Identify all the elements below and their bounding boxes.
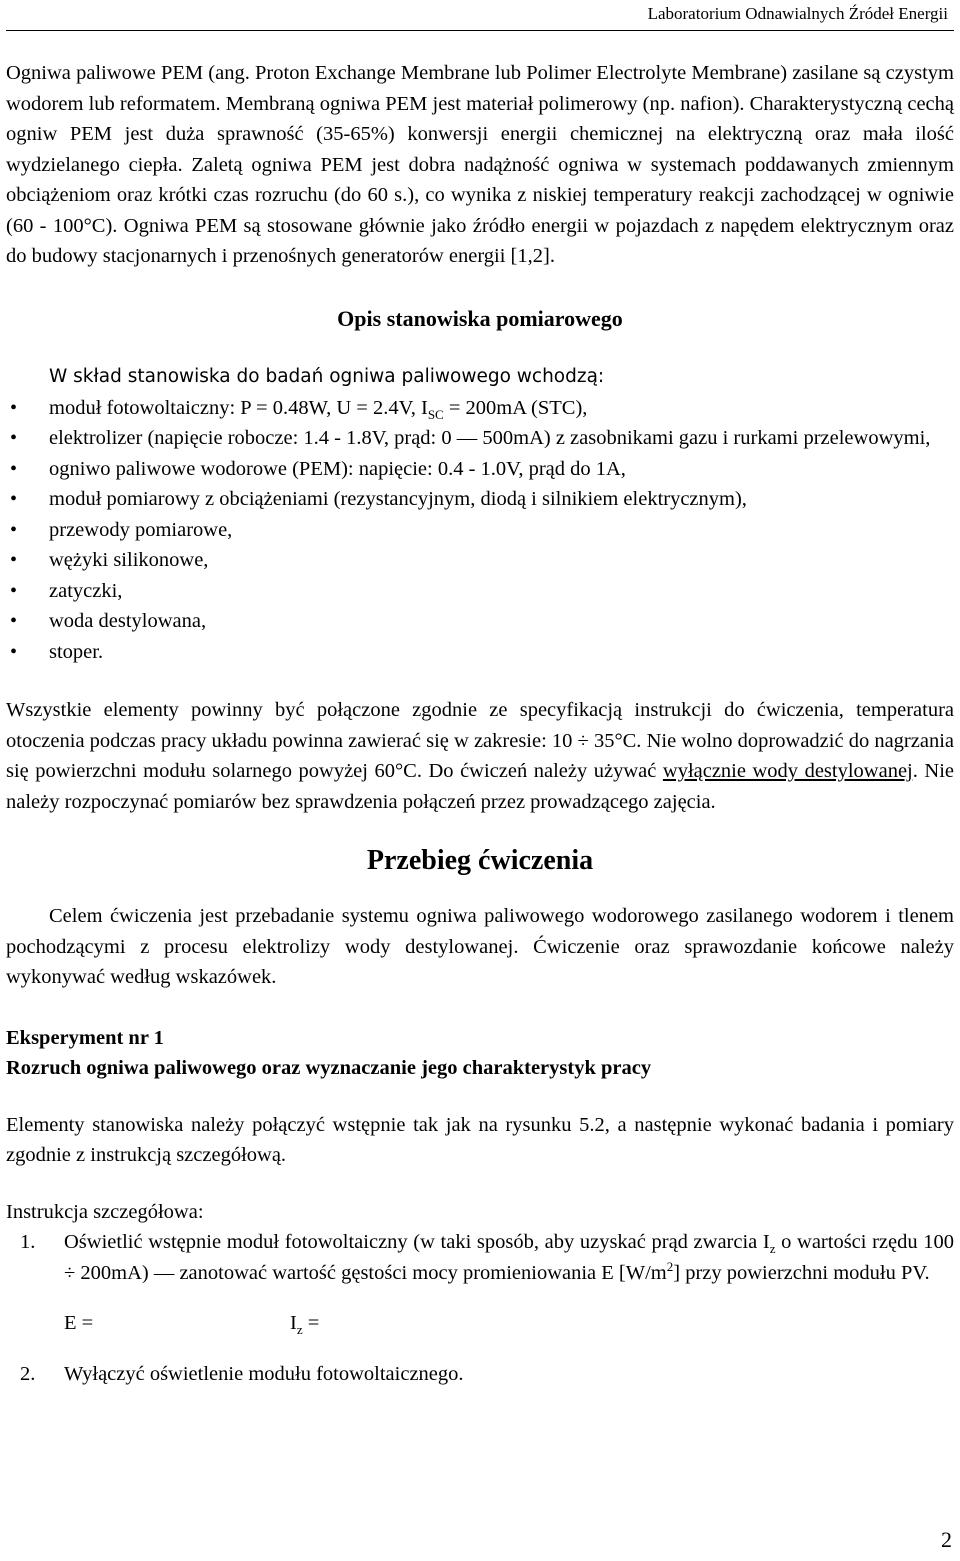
warning-paragraph: Wszystkie elementy powinny być połączone zgodnie ze specyfikacją instrukcji do ćwiczenia, temperatura otoczenia podczas pracy układu powinna zawierać się w zakresie: 10 ÷ 35°C. Nie wolno doprowadzić do nagrzania się powierzchni modułu solarnego powyżej 60°C. Do ćwiczeń należy używać wyłącznie wody destylowanej. Nie należy rozpoczynać pomiarów bez sprawdzenia połączeń przez prowadzącego zajęcia. <box>6 699 954 813</box>
underlined-text: wyłącznie wody destylowanej <box>662 760 913 782</box>
instructions-list <box>6 1227 954 1288</box>
header-rule <box>6 30 954 31</box>
intro-paragraph: Ogniwa paliwowe PEM (ang. Proton Exchange Membrane lub Polimer Electrolyte Membrane) zasilane są czystym wodorem lub reformatem. Membraną ogniwa PEM jest materiał polimerowy (np. nafion). Charakterystyczną cechą ogniw PEM jest duża sprawność (35-65%) konwersji energii chemicznej na elektryczną oraz mała ilość wydzielanego ciepła. Zaletą ogniwa PEM jest dobra nadążność ogniwa w systemach poddawanych zmiennym obciążeniom oraz krótki czas rozruchu (do 60 s.), co wynika z niskiej temperatury reakcji zachodzącej w ogniwie (60 - 100°C). Ogniwa PEM są stosowane głównie jako źródło energii w pojazdach z napędem elektrycznym oraz do budowy stacjonarnych i przenośnych generatorów energii [1,2]. <box>6 62 954 267</box>
document-body <box>6 58 954 1389</box>
stand-heading: Opis stanowiska pomiarowego <box>337 305 623 331</box>
measurement-fields <box>6 1308 954 1339</box>
page-number: 2 <box>941 1527 952 1552</box>
experiment-title: Rozruch ogniwa paliwowego oraz wyznaczanie jego charakterystyk pracy <box>6 1057 652 1079</box>
list-item: • przewody pomiarowe, <box>6 515 954 546</box>
list-item: • woda destylowana, <box>6 606 954 637</box>
step-number: 2. <box>20 1362 36 1385</box>
equipment-list <box>6 393 954 668</box>
list-item: • moduł fotowoltaiczny: P = 0.48W, U = 2.4V, $I_{SC} = 200mA$ (STC), <box>6 393 954 424</box>
list-item: • elektrolizer (napięcie robocze: 1.4 - 1.8V, prąd: 0 — 500mA) z zasobnikami gazu i rurkami przelewowymi, <box>6 423 954 454</box>
list-item: • ogniwo paliwowe wodorowe (PEM): napięcie: 0.4 - 1.0V, prąd do 1A, <box>6 454 954 485</box>
section-paragraph: Celem ćwiczenia jest przebadanie systemu ogniwa paliwowego wodorowego zasilanego wodorem i tlenem pochodzącymi z procesu elektrolizy wody destylowanej. Ćwiczenie oraz sprawozdanie końcowe należy wykonywać według wskazówek. <box>6 905 954 988</box>
instructions-list-2 <box>6 1359 954 1390</box>
section-heading: Przebieg ćwiczenia <box>366 845 594 876</box>
list-item: 1. Oświetlić wstępnie moduł fotowoltaiczny (w taki sposób, aby uzyskać prąd zwarcia $I_z$ o wartości rzędu 100 ÷ 200mA) — zanotować wartość gęstości mocy promieniowania E $[W/m^2]$ przy powierzchni modułu PV. <box>6 1227 954 1288</box>
experiment-number: Eksperyment nr 1 <box>6 1026 164 1049</box>
list-item: • stoper. <box>6 637 954 668</box>
stand-lead: W skład stanowiska do badań ogniwa paliwowego wchodzą: <box>49 366 605 387</box>
list-item: • moduł pomiarowy z obciążeniami (rezystancyjnym, diodą i silnikiem elektrycznym), <box>6 484 954 515</box>
step-number: 1. <box>20 1231 36 1253</box>
page-header: Laboratorium Odnawialnych Źródeł Energii <box>647 4 948 23</box>
list-item: 2. Wyłączyć oświetlenie modułu fotowoltaicznego. <box>6 1359 954 1390</box>
list-item: • zatyczki, <box>6 576 954 607</box>
list-item: • wężyki silikonowe, <box>6 545 954 576</box>
experiment-paragraph: Elementy stanowiska należy połączyć wstępnie tak jak na rysunku 5.2, a następnie wykonać badania i pomiary zgodnie z instrukcją szczegółową. <box>6 1113 954 1166</box>
instructions-heading: Instrukcja szczegółowa: <box>6 1200 204 1223</box>
e-label: E = <box>64 1312 94 1334</box>
iz-label: $I_z$ = <box>290 1312 320 1338</box>
